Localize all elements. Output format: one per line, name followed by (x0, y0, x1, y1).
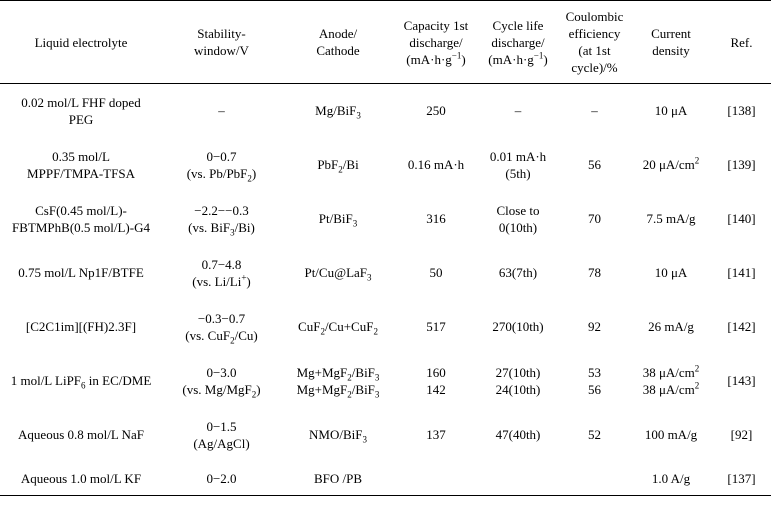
cell-anode-cathode: BFO /PB (281, 462, 395, 496)
cell-stability: – (218, 103, 225, 119)
cell-electrolyte: 1 mol/L LiPF$_6$ in EC/DME (10, 373, 152, 391)
cell-coulombic: 52 (588, 427, 601, 442)
table-row (0, 138, 771, 192)
cell-anode-cathode: NMO/BiF$_3$ (309, 427, 367, 445)
cell-electrolyte: 0.35 mol/L MPPF/TMPA-TFSA (27, 148, 135, 181)
table-row (0, 462, 771, 496)
cell-capacity (395, 462, 477, 496)
cell-electrolyte: Aqueous 0.8 mol/L NaF (18, 427, 144, 442)
cell-capacity: 250 (426, 103, 446, 119)
cell-anode-cathode: CuF$_2$/Cu+CuF$_2$ (298, 319, 378, 337)
cell-ref: [138] (727, 103, 756, 119)
cell-cycle-life: 0.01 mA·h (5th) (489, 148, 547, 181)
cell-capacity: 50 (429, 265, 443, 280)
cell-current-density: 26 mA/g (648, 319, 694, 334)
header-stability-window: Stability- window/V (194, 26, 249, 58)
table-header (0, 1, 771, 84)
header-current-density: Current density (651, 26, 691, 58)
cell-anode-cathode: PbF$_2$/Bi (317, 157, 359, 175)
cell-ref: [143] (727, 373, 756, 388)
cell-cycle-life: – (514, 103, 522, 119)
header-capacity: Capacity 1st discharge/ $(mA\cdot h\cdot g^{-1})$ (403, 17, 469, 67)
cell-coulombic: 92 (588, 319, 601, 334)
cell-stability: 0−1.5 (Ag/AgCl) (193, 418, 250, 451)
cell-ref: [139] (727, 157, 756, 172)
cell-coulombic: 53 56 (588, 364, 601, 397)
cell-capacity: 316 (426, 211, 446, 226)
cell-ref: [137] (712, 462, 771, 496)
header-ref: Ref. (730, 34, 753, 50)
cell-cycle-life: 27(10th) 24(10th) (495, 364, 541, 397)
cell-capacity: 517 (426, 319, 446, 334)
table-row (0, 84, 771, 138)
table-row (0, 354, 771, 408)
cell-current-density: 7.5 mA/g (646, 211, 696, 226)
cell-current-density: 38 $\mu A/cm^2$ 38 $\mu A/cm^2$ (642, 363, 700, 397)
cell-coulombic: 70 (588, 211, 601, 226)
cell-current-density: 10 μA (654, 103, 688, 119)
cell-stability: −2.2−−0.3 (vs. BiF$_3$/Bi) (188, 202, 255, 238)
cell-current-density: 1.0 A/g (630, 462, 712, 496)
cell-cycle-life: Close to 0(10th) (496, 202, 540, 235)
header-coulombic-efficiency: Coulombic efficiency (at 1st cycle)/% (565, 9, 624, 75)
cell-coulombic: 78 (588, 265, 601, 280)
cell-cycle-life: 47(40th) (495, 427, 541, 442)
header-row (0, 1, 771, 84)
cell-capacity: 160 142 (426, 364, 446, 397)
table-row (0, 300, 771, 354)
cell-current-density: 100 mA/g (644, 427, 698, 442)
cell-electrolyte: 0.75 mol/L Np1F/BTFE (18, 265, 144, 280)
cell-cycle-life (477, 462, 559, 496)
cell-ref: [140] (727, 211, 756, 226)
cell-stability: 0−2.0 (162, 462, 281, 496)
cell-electrolyte: 0.02 mol/L FHF doped PEG (21, 94, 141, 127)
cell-coulombic: – (591, 103, 598, 119)
cell-electrolyte: [C2C1im][(FH)2.3F] (25, 319, 137, 334)
cell-current-density: 10 μA (654, 265, 688, 280)
cell-stability: 0−0.7 (vs. Pb/PbF$_2$) (186, 148, 257, 184)
cell-capacity: 0.16 mA·h (407, 157, 465, 172)
cell-cycle-life: 63(7th) (498, 265, 538, 280)
cell-current-density: 20 $\mu A/cm^2$ (642, 155, 700, 172)
cell-anode-cathode: Mg/BiF$_3$ (315, 103, 361, 121)
header-anode-cathode: Anode/ Cathode (316, 26, 360, 58)
table-row (0, 246, 771, 300)
cell-stability: 0.7−4.8 (vs. Li/Li+) (192, 256, 251, 289)
cell-ref: [142] (727, 319, 756, 334)
cell-anode-cathode: Pt/BiF$_3$ (318, 211, 358, 229)
cell-stability: 0−3.0 (vs. Mg/MgF$_2$) (182, 364, 261, 400)
header-cycle-life: Cycle life discharge/ $(mA\cdot h\cdot g^{-1})$ (488, 17, 548, 67)
header-liquid-electrolyte: Liquid electrolyte (34, 34, 128, 50)
table-row (0, 192, 771, 246)
cell-electrolyte: CsF(0.45 mol/L)- FBTMPhB(0.5 mol/L)-G4 (12, 202, 150, 235)
cell-ref: [92] (730, 427, 753, 442)
cell-electrolyte: Aqueous 1.0 mol/L KF (0, 462, 162, 496)
cell-ref: [141] (727, 265, 756, 280)
table-body (0, 84, 771, 496)
cell-coulombic (559, 462, 630, 496)
cell-anode-cathode: Mg+MgF$_2$/BiF$_3$ Mg+MgF$_2$/BiF$_3$ (296, 364, 380, 400)
cell-anode-cathode: Pt/Cu@LaF$_3$ (304, 265, 372, 283)
cell-coulombic: 56 (588, 157, 601, 172)
cell-cycle-life: 270(10th) (492, 319, 544, 334)
cell-capacity: 137 (426, 427, 446, 442)
table-row (0, 408, 771, 462)
cell-stability: −0.3−0.7 (vs. CuF$_2$/Cu) (185, 310, 258, 346)
